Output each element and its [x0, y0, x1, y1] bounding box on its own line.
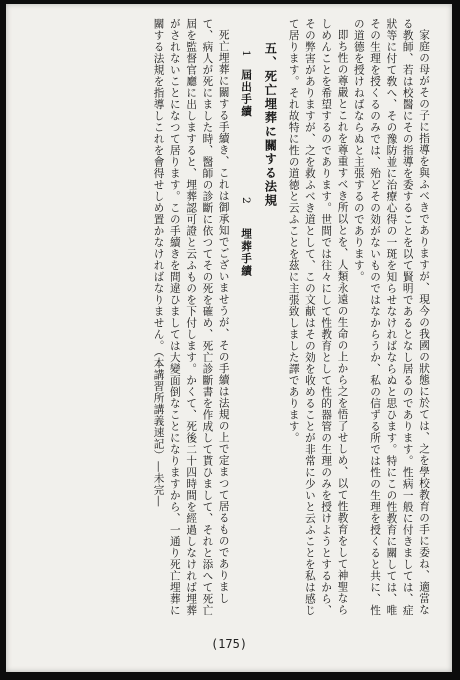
section-heading: 五、死亡埋葬に關する法規: [263, 42, 278, 208]
page-number: (175): [210, 637, 248, 651]
subsection-heading-1: [238, 18, 254, 626]
subsection-number-2: 2: [240, 197, 253, 206]
book-page: [6, 4, 452, 672]
paragraph-1: 家庭の母がその子に指導を與ふべきでありますが、現今の我國の狀態に於ては、之を學校教育の手に委ね、適當なる教師、若は校醫にその指導を委することを以て賢明であるとなし居るのであります。性病一般に付きましては、症狀等に付て敎へ、その豫防並に治療心得の一斑を知らせなければならぬと思ひます。特にこの性教育に關しては、唯その生理を授くるのみでは、殆どその効がないものではなからうか、私の信ずる所では性の生理を授くると共に、性の道德を授けねばならぬと主張するのであります。: [352, 18, 430, 616]
paragraph-2: 即ち性の尊嚴とこれを尊重すべき所以とを、人類永遠の生命の上から之を悟了せしめ、以て性教育をして神聖ならしめんことを希望するのであります。世間では往々にして性教育として性的器管の生理のみを授けようとするから、その弊害がありますが、之を救ふべき道として、この文献はその効を收めることが非常に少いと云ふことを私は感じて居ります。それ故特に性の道徳と云ふことを茲に主張致しました譯であります。: [287, 18, 349, 616]
vertical-text-body: [6, 18, 432, 626]
paragraph-3: 死亡埋葬に關する手續き、これは御承知でございませうが、その手續は法規の上で定まつて居るものでありまして、病人が死にました時、醫師の診斷に依つてその死を確め、死亡診斷書を作成して貰ひまして、それと添へて死亡屆を監督官廳に出しますると、埋葬認可證と云ふものを下付します。かくて、死後二十四時間を經過しなければ埋葬がされないことになつて居ります。この手續きを間違ひましては大變面倒なことになりますから、一通り死亡埋葬に關する法規を指導しこれを會得せしめ置かなければなりません。（本講習所講義速記）―未完―: [152, 18, 230, 616]
subsection-number-1: 1: [240, 49, 253, 59]
subsection-title-2: 埋葬手續: [240, 228, 253, 277]
subsection-title-1: 屆出手續: [240, 68, 253, 118]
